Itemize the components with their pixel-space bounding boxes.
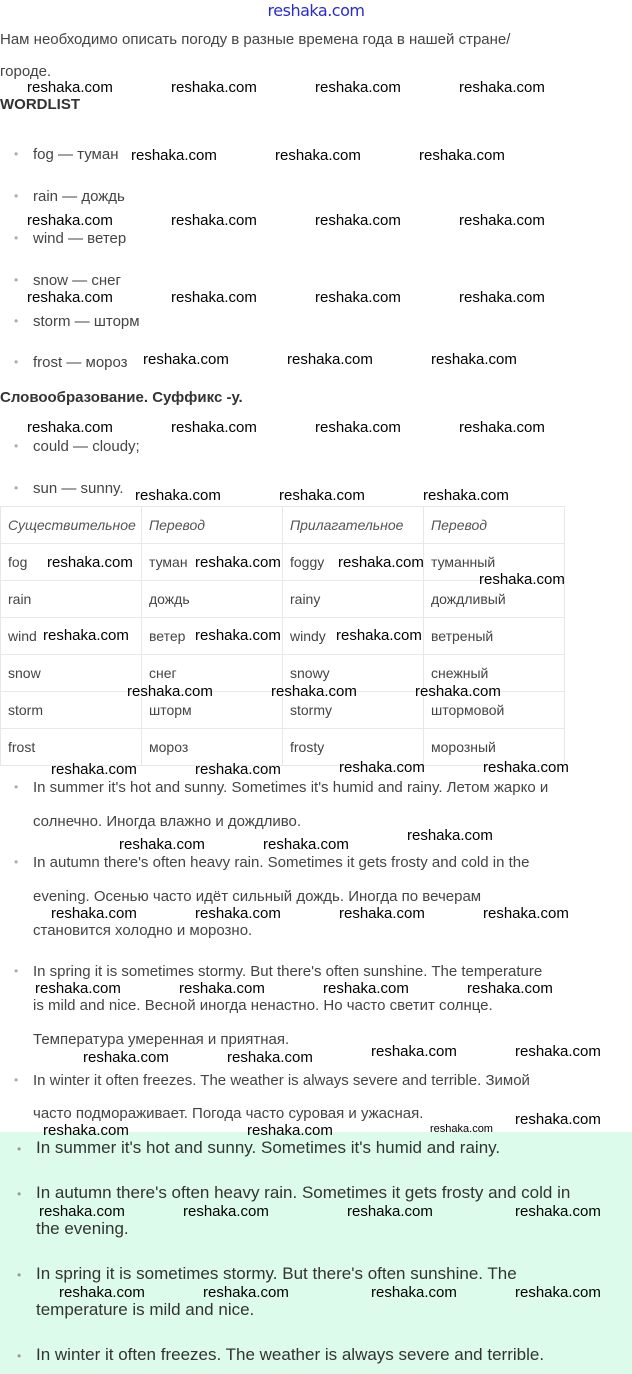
bullet-dot: • [17, 1187, 22, 1201]
watermark-text: reshaka.com [287, 351, 373, 368]
table-row [1, 692, 565, 729]
paragraph-line: In autumn there's often heavy rain. Sometimes it gets frosty and cold in the [33, 854, 530, 871]
answer-line: temperature is mild and nice. [36, 1300, 255, 1319]
watermark-text: reshaka.com [423, 487, 509, 504]
watermark-text: reshaka.com [515, 1111, 601, 1128]
bullet-dot: • [14, 1073, 19, 1087]
watermark-text: reshaka.com [371, 1284, 457, 1301]
watermark-text: reshaka.com [203, 1284, 289, 1301]
table-cell: snowy [283, 655, 424, 692]
watermark-text: reshaka.com [467, 980, 553, 997]
watermark-text: reshaka.com [43, 627, 129, 644]
watermark-text: reshaka.com [83, 1049, 169, 1066]
bullet-dot: • [17, 1268, 22, 1282]
answer-line: In spring it is sometimes stormy. But there's often sunshine. The [36, 1264, 517, 1283]
site-watermark-link[interactable]: reshaka.com [267, 1, 365, 20]
table-cell: штормовой [424, 692, 565, 729]
watermark-text: reshaka.com [47, 554, 133, 571]
watermark-text: reshaka.com [315, 289, 401, 306]
table-cell: туманный [424, 544, 565, 581]
watermark-text: reshaka.com [35, 980, 121, 997]
wordlist-item: • wind — ветер [18, 230, 126, 247]
paragraph-line: Температура умеренная и приятная. [33, 1031, 290, 1048]
watermark-text: reshaka.com [419, 147, 505, 164]
paragraph-line: солнечно. Иногда влажно и дождливо. [33, 813, 302, 830]
paragraph-line: evening. Осенью часто идёт сильный дождь. Иногда по вечерам [33, 888, 482, 905]
watermark-text: reshaka.com [479, 571, 565, 588]
table-cell: дождь [142, 581, 283, 618]
paragraph-line: is mild and nice. Весной иногда ненастно. Но часто светит солнце. [33, 997, 493, 1014]
watermark-text: reshaka.com [459, 289, 545, 306]
watermark-text: reshaka.com [515, 1284, 601, 1301]
watermark-text: reshaka.com [347, 1203, 433, 1220]
watermark-text: reshaka.com [51, 761, 137, 778]
table-cell: rainy [283, 581, 424, 618]
table-header: Перевод [142, 507, 283, 544]
table-cell: storm [1, 692, 142, 729]
table-cell: ветер [142, 618, 283, 655]
paragraph-line: часто подмораживает. Погода часто суровая и ужасная. [33, 1105, 424, 1122]
intro-line-1: Нам необходимо описать погоду в разные времена года в нашей стране/ [0, 31, 511, 48]
watermark-text: reshaka.com [131, 147, 217, 164]
watermark-text: reshaka.com [338, 554, 424, 571]
table-row [1, 618, 565, 655]
bullet-dot: • [17, 1349, 22, 1363]
watermark-text: reshaka.com [515, 1043, 601, 1060]
table-cell: дождливый [424, 581, 565, 618]
watermark-text: reshaka.com [323, 980, 409, 997]
table-cell: морозный [424, 729, 565, 766]
table-cell: туман [142, 544, 283, 581]
watermark-text: reshaka.com [195, 627, 281, 644]
table-cell: rain [1, 581, 142, 618]
watermark-text: reshaka.com [171, 79, 257, 96]
wordformation-item: • sun — sunny. [18, 480, 124, 497]
watermark-text: reshaka.com [279, 487, 365, 504]
watermark-text: reshaka.com [263, 836, 349, 853]
watermark-text: reshaka.com [459, 79, 545, 96]
watermark-text: reshaka.com [27, 79, 113, 96]
watermark-text: reshaka.com [119, 836, 205, 853]
watermark-text: reshaka.com [143, 351, 229, 368]
wordlist-heading: WORDLIST [0, 96, 80, 113]
answer-box [0, 1132, 632, 1374]
table-header: Прилагательное [283, 507, 424, 544]
wordlist-item: • fog — туман [18, 146, 119, 163]
paragraph-line: In summer it's hot and sunny. Sometimes it's humid and rainy. Летом жарко и [33, 779, 549, 796]
wordlist-item: • storm — шторм [18, 313, 140, 330]
watermark-text: reshaka.com [171, 289, 257, 306]
word-formation-table [0, 506, 565, 766]
watermark-text: reshaka.com [39, 1203, 125, 1220]
watermark-text: reshaka.com [127, 683, 213, 700]
watermark-text: reshaka.com [315, 79, 401, 96]
watermark-text: reshaka.com [339, 759, 425, 776]
bullet-dot: • [14, 964, 19, 978]
table-cell: stormy [283, 692, 424, 729]
table-header: Существительное [1, 507, 142, 544]
watermark-text: reshaka.com [407, 827, 493, 844]
table-cell: frost [1, 729, 142, 766]
table-cell: wind [1, 618, 142, 655]
watermark-text: reshaka.com [336, 627, 422, 644]
watermark-text: reshaka.com [339, 905, 425, 922]
answer-line: the evening. [36, 1219, 129, 1238]
bullet-dot: • [14, 780, 19, 794]
table-cell: снег [142, 655, 283, 692]
watermark-text: reshaka.com [483, 905, 569, 922]
table-cell: шторм [142, 692, 283, 729]
watermark-text: reshaka.com [275, 147, 361, 164]
wordformation-heading: Словообразование. Суффикс -у. [0, 389, 243, 406]
answer-line: In winter it often freezes. The weather is always severe and terrible. [36, 1345, 545, 1364]
watermark-text: reshaka.com [135, 487, 221, 504]
table-row [1, 655, 565, 692]
table-cell: frosty [283, 729, 424, 766]
table-header-row [1, 507, 565, 544]
watermark-text: reshaka.com [195, 905, 281, 922]
watermark-text: reshaka.com [43, 1122, 129, 1139]
watermark-text: reshaka.com [430, 1123, 493, 1135]
watermark-text: reshaka.com [247, 1122, 333, 1139]
watermark-text: reshaka.com [183, 1203, 269, 1220]
watermark-text: reshaka.com [171, 419, 257, 436]
table-cell: windy [283, 618, 424, 655]
table-cell: fog [1, 544, 142, 581]
watermark-text: reshaka.com [315, 419, 401, 436]
paragraph-line: становится холодно и морозно. [33, 922, 253, 939]
watermark-text: reshaka.com [27, 289, 113, 306]
watermark-text: reshaka.com [415, 683, 501, 700]
table-header: Перевод [424, 507, 565, 544]
answer-line: In autumn there's often heavy rain. Sometimes it gets frosty and cold in [36, 1183, 571, 1202]
bullet-dot: • [14, 855, 19, 869]
wordformation-item: • could — cloudy; [18, 438, 140, 455]
table-cell: мороз [142, 729, 283, 766]
table-row [1, 544, 565, 581]
watermark-text: reshaka.com [227, 1049, 313, 1066]
paragraph-line: In spring it is sometimes stormy. But there's often sunshine. The temperature [33, 963, 543, 980]
watermark-text: reshaka.com [315, 212, 401, 229]
watermark-text: reshaka.com [171, 212, 257, 229]
watermark-text: reshaka.com [27, 419, 113, 436]
watermark-text: reshaka.com [179, 980, 265, 997]
table-row [1, 729, 565, 766]
watermark-text: reshaka.com [59, 1284, 145, 1301]
intro-line-2: городе. [0, 63, 52, 80]
table-cell: snow [1, 655, 142, 692]
answer-line: In summer it's hot and sunny. Sometimes it's humid and rainy. [36, 1138, 501, 1157]
table-cell: снежный [424, 655, 565, 692]
wordlist-item: • snow — снег [18, 272, 121, 289]
watermark-text: reshaka.com [271, 683, 357, 700]
bullet-dot: • [17, 1142, 22, 1156]
table-cell: ветреный [424, 618, 565, 655]
watermark-text: reshaka.com [371, 1043, 457, 1060]
watermark-text: reshaka.com [515, 1203, 601, 1220]
watermark-text: reshaka.com [27, 212, 113, 229]
wordlist-item: • frost — мороз [18, 354, 128, 371]
watermark-text: reshaka.com [431, 351, 517, 368]
watermark-text: reshaka.com [51, 905, 137, 922]
watermark-text: reshaka.com [195, 761, 281, 778]
table-cell: foggy [283, 544, 424, 581]
paragraph-line: In winter it often freezes. The weather is always severe and terrible. Зимой [33, 1072, 530, 1089]
watermark-text: reshaka.com [483, 759, 569, 776]
wordlist-item: • rain — дождь [18, 188, 125, 205]
watermark-text: reshaka.com [459, 419, 545, 436]
watermark-text: reshaka.com [195, 554, 281, 571]
watermark-text: reshaka.com [459, 212, 545, 229]
table-row [1, 581, 565, 618]
